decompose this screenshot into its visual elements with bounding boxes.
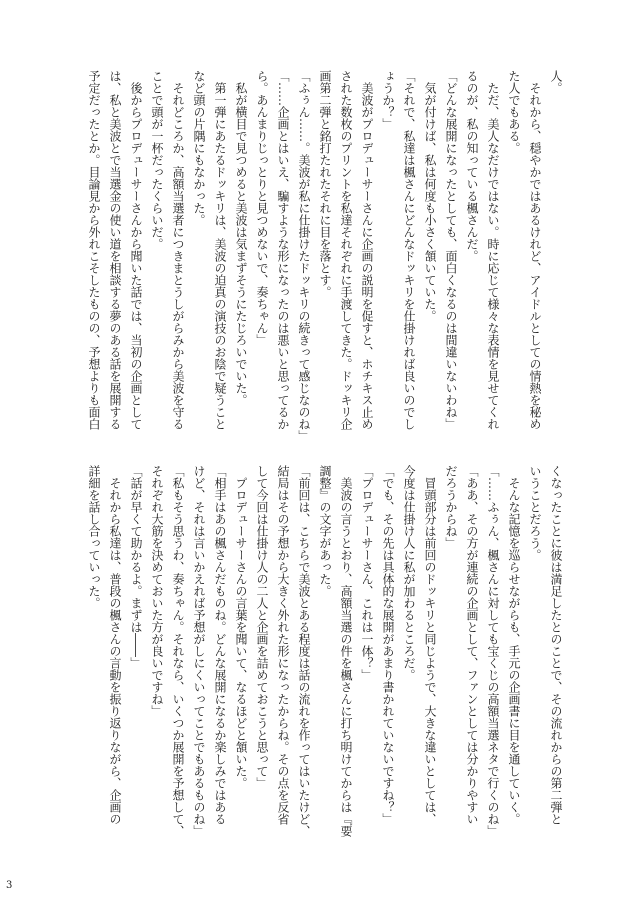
text-line: それから、穏やかではあるけれど、アイドルとしての情熱を秘め xyxy=(528,70,542,430)
text-line: 「それで、私達は楓さんにどんなドッキリを仕掛ければ良いのでし xyxy=(402,70,416,430)
text-line: いうことだろう。 xyxy=(528,465,542,561)
text-line: そんな記憶を巡らせながらも、手元の企画書に目を通していく。 xyxy=(507,465,521,825)
text-line: それどころか、高額当選者につきまとうしがらみから美波を守る xyxy=(171,70,185,430)
text-line: た人でもある。 xyxy=(507,70,521,154)
text-line: 「……企画とはいえ、騙すような形になったのは悪いと思ってるか xyxy=(276,70,290,430)
text-line: 「プロデューサーさん、これは一体？」 xyxy=(360,465,374,681)
text-line: 結局はその予想から大きく外れた形になったからね。その点を反省 xyxy=(276,465,290,825)
text-line: 人。 xyxy=(549,70,563,94)
text-line: 「相手はあの楓さんだものね。どんな展開になるか楽しみではある xyxy=(213,465,227,825)
text-line: 「ふぅん……。美波が私に仕掛けたドッキリの続きって感じなのね」 xyxy=(297,70,311,442)
text-line: 第一弾にあたるドッキリは、美波の迫真の演技のお陰で疑うこと xyxy=(213,70,227,430)
page-number: 3 xyxy=(6,880,13,891)
text-line: 後からプロデューサーさんから聞いた話では、当初の企画として xyxy=(129,70,143,430)
text-line: 調整』の文字があった。 xyxy=(318,465,332,597)
text-line: 「どんな展開になったとしても、面白くなるのは間違いないわね」 xyxy=(444,70,458,430)
text-line: 「前回は、こちらで美波とある程度は話の流れを作ってはいたけど、 xyxy=(297,465,311,837)
text-line: ただ、美人なだけではない。時に応じて様々な表情を見せてくれ xyxy=(486,70,500,430)
text-line: ことで頭が一杯だったくらいだ。 xyxy=(150,70,164,250)
text-line: 美波がプロデューサーさんに企画の説明を促すと、ホチキス止め xyxy=(360,70,374,430)
text-line: など頭の片隅にもなかった。 xyxy=(192,70,206,226)
text-line: された数枚のプリントを私達それぞれに手渡してきた。ドッキリ企 xyxy=(339,70,353,430)
text-line: 「ああ、その方が連続の企画として、ファンとしては分かりやすい xyxy=(465,465,479,825)
text-line: 私が横目で見つめると美波は気まずそうにたじろいでいた。 xyxy=(234,70,248,406)
text-line: プロデューサーさんの言葉を聞いて、なるほどと頷いた。 xyxy=(234,465,248,789)
text-line: 美波の言うとおり、高額当選の件を楓さんに打ち明けてからは『要 xyxy=(339,465,353,837)
text-line: 予定だったとか。目論見から外れこそしたものの、予想よりも面白 xyxy=(87,70,101,430)
text-line: 「……ふぅん、楓さんに対しても宝くじの高額当選ネタで行くのね」 xyxy=(486,465,500,837)
text-line: 冒頭部分は前回のドッキリと同じようで、大きな違いとしては、 xyxy=(423,465,437,825)
text-line: 「話が早くて助かるよ。まずは――」 xyxy=(129,465,143,669)
text-line: るのが、私の知っている楓さんだ。 xyxy=(465,70,479,262)
lower-text-block xyxy=(83,465,566,837)
text-line: 「私もそう思うわ、奏ちゃん。それなら、いくつか展開を予想して、 xyxy=(171,465,185,837)
text-line: それぞれ大筋を決めておいた方が良いですね」 xyxy=(150,465,164,717)
text-line: ら。あんまりじっとりと見つめないで、奏ちゃん」 xyxy=(255,70,269,346)
text-line: 「でも、その先は具体的な展開があまり書かれていないですね？」 xyxy=(381,465,395,825)
text-line: 気が付けば、私は何度も小さく頷いていた。 xyxy=(423,70,437,322)
text-line: は、私と美波とで当選金の使い道を相談する夢のある話を展開する xyxy=(108,70,122,430)
text-line: だろうからね」 xyxy=(444,465,458,549)
text-line: ょうか？」 xyxy=(381,70,395,130)
text-line: 画第二弾と銘打たれたそれに目を落とす。 xyxy=(318,70,332,298)
text-line: それから私達は、普段の楓さんの言動を振り返りながら、企画の xyxy=(108,465,122,825)
upper-text-block xyxy=(83,70,566,442)
text-line: 詳細を話し合っていった。 xyxy=(87,465,101,609)
text-line: して今回は仕掛け人の二人と企画を詰めておこうと思って」 xyxy=(255,465,269,789)
text-line: 今度は仕掛け人に私が加わるところだ。 xyxy=(402,465,416,681)
text-line: けど、それは言いかえれば予想がしにくいってことでもあるものね」 xyxy=(192,465,206,837)
text-line: くなったことに彼は満足したとのことで、その流れからの第二弾と xyxy=(549,465,563,825)
